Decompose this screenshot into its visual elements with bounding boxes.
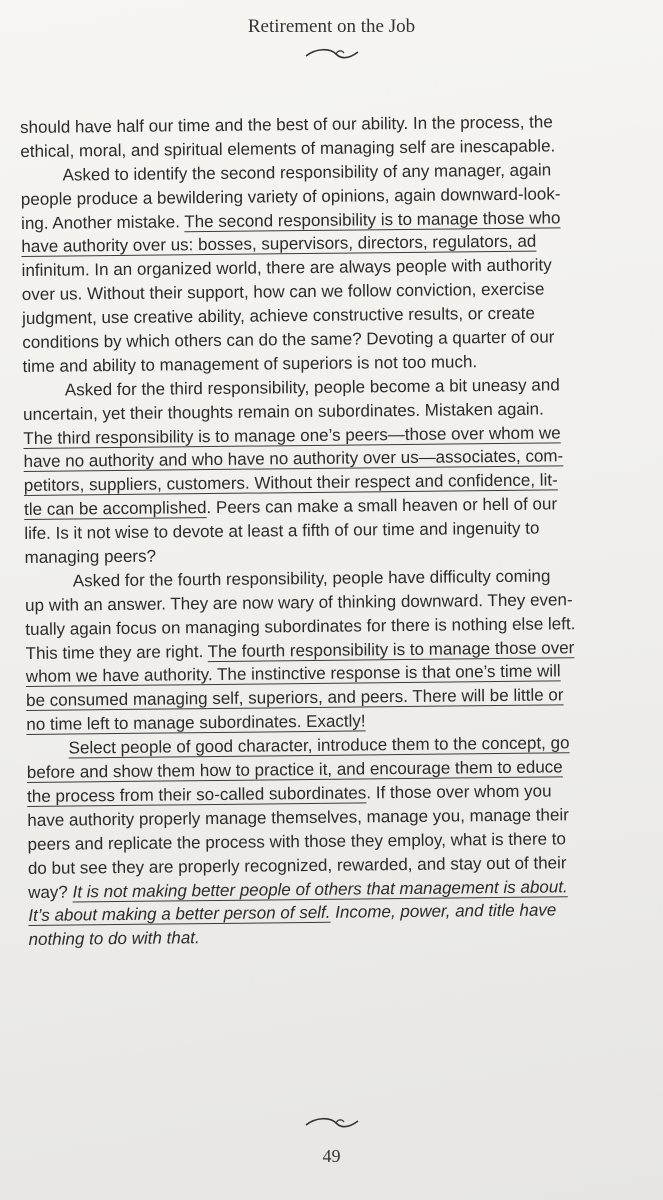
text-line: tually again focus on managing subordinates for there is nothing else left. xyxy=(25,613,576,639)
text-line-underlined: be consumed managing self, superiors, and peers. There will be little or xyxy=(26,685,564,711)
body-text xyxy=(20,110,629,952)
text-line: judgment, use creative ability, achieve constructive results, or create xyxy=(22,303,535,329)
text-line-underlined: Select people of good character, introduce them to the concept, go xyxy=(68,733,570,758)
text-line-underlined: no time left to manage subordinates. Exactly! xyxy=(26,711,366,735)
text-line-underlined: whom we have authority. The instinctive response is that one’s time will xyxy=(25,661,561,687)
text-line-underlined: have authority over us: bosses, supervisors, directors, regulators, ad xyxy=(21,232,537,257)
text-segment-marked: The fourth responsibility is to manage those over xyxy=(207,637,575,661)
text-line: infinitum. In an organized world, there are always people with authority xyxy=(21,255,552,281)
text-segment: . Peers can make a small heaven or hell of our xyxy=(206,494,558,518)
text-line: Asked to identify the second responsibility of any manager, again xyxy=(62,160,552,185)
text-line: uncertain, yet their thoughts remain on subordinates. Mistaken again. xyxy=(23,399,544,424)
text-line-italic: nothing to do with that. xyxy=(28,928,200,950)
text-line-underlined: before and show them how to practice it, and encourage them to educe xyxy=(26,757,563,783)
text-line: over us. Without their support, how can we follow conviction, exercise xyxy=(21,279,545,305)
text-line: ethical, moral, and spiritual elements of managing self are inescapable. xyxy=(20,136,556,161)
text-line-underlined: have no authority and who have no authority over us—associates, com- xyxy=(23,446,564,472)
text-segment-marked: tle can be accomplished xyxy=(24,498,207,520)
text-segment-marked: It’s about making a better person of self. xyxy=(28,903,331,926)
text-segment: . If those over whom you xyxy=(366,781,552,803)
flourish-ornament-top xyxy=(0,44,663,64)
text-segment: Income, power, and title have xyxy=(330,900,557,923)
text-line: managing peers? xyxy=(24,546,157,568)
flourish-ornament-bottom xyxy=(0,1113,663,1133)
text-line: time and ability to management of superiors is not too much. xyxy=(22,352,478,376)
text-segment-marked: The second responsibility is to manage those who xyxy=(184,207,561,231)
text-line: should have half our time and the best of our ability. In the process, the xyxy=(20,112,553,137)
text-line: life. Is it not wise to devote at least a fifth of our time and ingenuity to xyxy=(24,518,540,544)
text-segment: This time they are right. xyxy=(25,641,208,663)
text-segment-marked: It is not making better people of others that management is about. xyxy=(72,876,568,901)
text-line: do but see they are properly recognized, rewarded, and stay out of their xyxy=(27,852,567,878)
text-line: conditions by which others can do the same? Devoting a quarter of our xyxy=(22,327,555,353)
text-line-underlined: petitors, suppliers, customers. Without their respect and confidence, lit- xyxy=(23,470,558,496)
text-line: people produce a bewildering variety of opinions, again downward-look- xyxy=(20,184,561,209)
text-segment: ing. Another mistake. xyxy=(21,211,185,233)
page-number: 49 xyxy=(322,1146,341,1166)
text-line: up with an answer. They are now wary of thinking downward. They even- xyxy=(25,590,573,615)
text-segment: way? xyxy=(28,881,73,902)
text-segment-marked: the process from their so-called subordinates xyxy=(27,783,367,806)
text-line: have authority properly manage themselves, manage you, manage their xyxy=(27,805,569,830)
text-line: Asked for the fourth responsibility, people have difficulty coming xyxy=(72,566,551,591)
running-head: Retirement on the Job xyxy=(247,16,416,37)
text-line: Asked for the third responsibility, people become a bit uneasy and xyxy=(64,375,560,400)
text-line: peers and replicate the process with those they employ, what is there to xyxy=(27,829,567,854)
text-line-underlined: The third responsibility is to manage one’s peers—those over whom we xyxy=(23,422,561,448)
